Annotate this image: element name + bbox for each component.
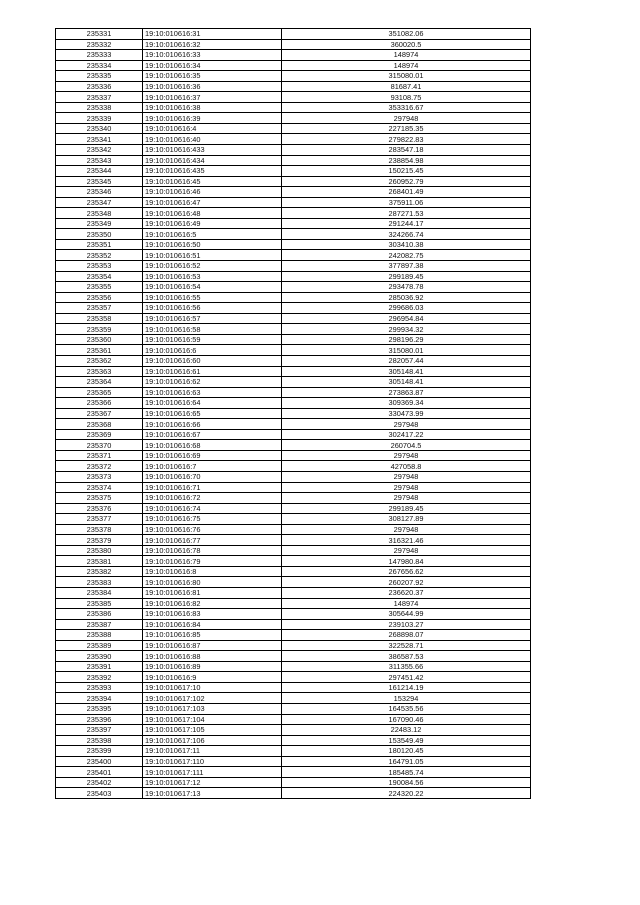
value-cell: 224320.22 [282, 788, 531, 799]
row-id-cell: 235401 [56, 767, 143, 778]
table-row [56, 493, 531, 504]
value-cell: 273863.87 [282, 387, 531, 398]
cadastral-number-cell: 19:10:010616:50 [143, 239, 282, 250]
cadastral-number-cell: 19:10:010616:88 [143, 651, 282, 662]
row-id-cell: 235399 [56, 746, 143, 757]
row-id-cell: 235360 [56, 334, 143, 345]
value-cell: 164791.05 [282, 756, 531, 767]
table-row [56, 482, 531, 493]
row-id-cell: 235398 [56, 735, 143, 746]
table-row [56, 282, 531, 293]
cadastral-number-cell: 19:10:010616:72 [143, 493, 282, 504]
cadastral-number-cell: 19:10:010616:7 [143, 461, 282, 472]
value-cell: 297948 [282, 450, 531, 461]
cadastral-number-cell: 19:10:010616:8 [143, 566, 282, 577]
cadastral-number-cell: 19:10:010616:5 [143, 229, 282, 240]
row-id-cell: 235400 [56, 756, 143, 767]
value-cell: 167090.46 [282, 714, 531, 725]
row-id-cell: 235341 [56, 134, 143, 145]
table-row [56, 429, 531, 440]
cadastral-number-cell: 19:10:010616:74 [143, 503, 282, 514]
cadastral-number-cell: 19:10:010616:6 [143, 345, 282, 356]
cadastral-number-cell: 19:10:010616:45 [143, 176, 282, 187]
cadastral-number-cell: 19:10:010616:89 [143, 661, 282, 672]
table-row [56, 102, 531, 113]
cadastral-number-cell: 19:10:010616:64 [143, 398, 282, 409]
table-row [56, 514, 531, 525]
row-id-cell: 235337 [56, 92, 143, 103]
cadastral-number-cell: 19:10:010617:11 [143, 746, 282, 757]
cadastral-number-cell: 19:10:010616:53 [143, 271, 282, 282]
value-cell: 93108.75 [282, 92, 531, 103]
table-row [56, 725, 531, 736]
row-id-cell: 235331 [56, 29, 143, 40]
table-row [56, 166, 531, 177]
table-row [56, 324, 531, 335]
table-row [56, 661, 531, 672]
table-row [56, 134, 531, 145]
table-row [56, 271, 531, 282]
value-cell: 297948 [282, 419, 531, 430]
row-id-cell: 235344 [56, 166, 143, 177]
row-id-cell: 235381 [56, 556, 143, 567]
table-row [56, 746, 531, 757]
value-cell: 315080.01 [282, 71, 531, 82]
value-cell: 315080.01 [282, 345, 531, 356]
value-cell: 351082.06 [282, 29, 531, 40]
cadastral-number-cell: 19:10:010617:13 [143, 788, 282, 799]
row-id-cell: 235348 [56, 208, 143, 219]
table-row [56, 123, 531, 134]
cadastral-number-cell: 19:10:010616:52 [143, 261, 282, 272]
value-cell: 282057.44 [282, 355, 531, 366]
value-cell: 297948 [282, 545, 531, 556]
row-id-cell: 235353 [56, 261, 143, 272]
value-cell: 148974 [282, 60, 531, 71]
row-id-cell: 235343 [56, 155, 143, 166]
row-id-cell: 235386 [56, 609, 143, 620]
row-id-cell: 235387 [56, 619, 143, 630]
cadastral-number-cell: 19:10:010616:56 [143, 303, 282, 314]
table-row [56, 461, 531, 472]
value-cell: 153294 [282, 693, 531, 704]
value-cell: 161214.19 [282, 682, 531, 693]
table-row [56, 345, 531, 356]
value-cell: 260952.79 [282, 176, 531, 187]
row-id-cell: 235377 [56, 514, 143, 525]
cadastral-number-cell: 19:10:010617:103 [143, 704, 282, 715]
value-cell: 293478.78 [282, 282, 531, 293]
table-row [56, 777, 531, 788]
cadastral-number-cell: 19:10:010616:9 [143, 672, 282, 683]
table-row [56, 609, 531, 620]
table-row [56, 640, 531, 651]
row-id-cell: 235365 [56, 387, 143, 398]
cadastral-number-cell: 19:10:010617:12 [143, 777, 282, 788]
cadastral-number-cell: 19:10:010616:435 [143, 166, 282, 177]
table-row [56, 577, 531, 588]
value-cell: 303410.38 [282, 239, 531, 250]
cadastral-number-cell: 19:10:010617:102 [143, 693, 282, 704]
value-cell: 81687.41 [282, 81, 531, 92]
value-cell: 297948 [282, 493, 531, 504]
value-cell: 283547.18 [282, 145, 531, 156]
table-row [56, 29, 531, 40]
value-cell: 267656.62 [282, 566, 531, 577]
value-cell: 299189.45 [282, 503, 531, 514]
cadastral-number-cell: 19:10:010617:111 [143, 767, 282, 778]
cadastral-number-cell: 19:10:010616:61 [143, 366, 282, 377]
cadastral-number-cell: 19:10:010616:34 [143, 60, 282, 71]
table-row [56, 218, 531, 229]
row-id-cell: 235356 [56, 292, 143, 303]
row-id-cell: 235392 [56, 672, 143, 683]
row-id-cell: 235355 [56, 282, 143, 293]
value-cell: 291244.17 [282, 218, 531, 229]
row-id-cell: 235349 [56, 218, 143, 229]
row-id-cell: 235402 [56, 777, 143, 788]
cadastral-number-cell: 19:10:010616:35 [143, 71, 282, 82]
table-row [56, 693, 531, 704]
cadastral-number-cell: 19:10:010616:62 [143, 377, 282, 388]
table-row [56, 39, 531, 50]
table-row [56, 92, 531, 103]
row-id-cell: 235363 [56, 366, 143, 377]
row-id-cell: 235342 [56, 145, 143, 156]
cadastral-number-cell: 19:10:010616:47 [143, 197, 282, 208]
table-row [56, 71, 531, 82]
value-cell: 377897.38 [282, 261, 531, 272]
table-row [56, 471, 531, 482]
value-cell: 190084.56 [282, 777, 531, 788]
cadastral-number-cell: 19:10:010616:46 [143, 187, 282, 198]
cadastral-number-cell: 19:10:010616:58 [143, 324, 282, 335]
table-row [56, 408, 531, 419]
table-row [56, 767, 531, 778]
value-cell: 268898.07 [282, 630, 531, 641]
row-id-cell: 235345 [56, 176, 143, 187]
value-cell: 302417.22 [282, 429, 531, 440]
cadastral-number-cell: 19:10:010616:39 [143, 113, 282, 124]
value-cell: 308127.89 [282, 514, 531, 525]
value-cell: 260207.92 [282, 577, 531, 588]
value-cell: 330473.99 [282, 408, 531, 419]
row-id-cell: 235375 [56, 493, 143, 504]
value-cell: 147980.84 [282, 556, 531, 567]
row-id-cell: 235394 [56, 693, 143, 704]
cadastral-number-cell: 19:10:010616:66 [143, 419, 282, 430]
cadastral-number-cell: 19:10:010616:81 [143, 587, 282, 598]
cadastral-number-cell: 19:10:010616:49 [143, 218, 282, 229]
row-id-cell: 235333 [56, 50, 143, 61]
cadastral-number-cell: 19:10:010616:433 [143, 145, 282, 156]
row-id-cell: 235334 [56, 60, 143, 71]
table-row [56, 672, 531, 683]
row-id-cell: 235332 [56, 39, 143, 50]
value-cell: 375911.06 [282, 197, 531, 208]
table-row [56, 113, 531, 124]
table-row [56, 735, 531, 746]
cadastral-number-cell: 19:10:010616:85 [143, 630, 282, 641]
value-cell: 297948 [282, 482, 531, 493]
table-row [56, 556, 531, 567]
value-cell: 311355.66 [282, 661, 531, 672]
value-cell: 297948 [282, 471, 531, 482]
cadastral-number-cell: 19:10:010616:77 [143, 535, 282, 546]
cadastral-number-cell: 19:10:010616:70 [143, 471, 282, 482]
row-id-cell: 235359 [56, 324, 143, 335]
row-id-cell: 235383 [56, 577, 143, 588]
row-id-cell: 235389 [56, 640, 143, 651]
value-cell: 322528.71 [282, 640, 531, 651]
value-cell: 287271.53 [282, 208, 531, 219]
table-row [56, 619, 531, 630]
cadastral-number-cell: 19:10:010616:59 [143, 334, 282, 345]
cadastral-number-cell: 19:10:010616:33 [143, 50, 282, 61]
value-cell: 150215.45 [282, 166, 531, 177]
table-row [56, 313, 531, 324]
table-row [56, 598, 531, 609]
value-cell: 153549.49 [282, 735, 531, 746]
row-id-cell: 235380 [56, 545, 143, 556]
cadastral-number-cell: 19:10:010616:40 [143, 134, 282, 145]
row-id-cell: 235397 [56, 725, 143, 736]
value-cell: 236620.37 [282, 587, 531, 598]
value-cell: 180120.45 [282, 746, 531, 757]
row-id-cell: 235393 [56, 682, 143, 693]
table-row [56, 303, 531, 314]
row-id-cell: 235395 [56, 704, 143, 715]
row-id-cell: 235347 [56, 197, 143, 208]
value-cell: 427058.8 [282, 461, 531, 472]
row-id-cell: 235366 [56, 398, 143, 409]
value-cell: 360020.5 [282, 39, 531, 50]
cadastral-number-cell: 19:10:010616:36 [143, 81, 282, 92]
value-cell: 305644.99 [282, 609, 531, 620]
table-row [56, 60, 531, 71]
cadastral-number-cell: 19:10:010616:68 [143, 440, 282, 451]
table-row [56, 355, 531, 366]
value-cell: 285036.92 [282, 292, 531, 303]
value-cell: 296954.84 [282, 313, 531, 324]
table-row [56, 239, 531, 250]
row-id-cell: 235371 [56, 450, 143, 461]
cadastral-number-cell: 19:10:010616:67 [143, 429, 282, 440]
table-row [56, 197, 531, 208]
cadastral-number-cell: 19:10:010616:80 [143, 577, 282, 588]
table-row [56, 756, 531, 767]
value-cell: 238854.98 [282, 155, 531, 166]
table-row [56, 419, 531, 430]
row-id-cell: 235390 [56, 651, 143, 662]
row-id-cell: 235373 [56, 471, 143, 482]
table-row [56, 50, 531, 61]
table-row [56, 155, 531, 166]
data-table [55, 28, 531, 799]
value-cell: 242082.75 [282, 250, 531, 261]
table-row [56, 187, 531, 198]
table-body [56, 29, 531, 799]
cadastral-number-cell: 19:10:010616:32 [143, 39, 282, 50]
table-row [56, 545, 531, 556]
row-id-cell: 235378 [56, 524, 143, 535]
value-cell: 316321.46 [282, 535, 531, 546]
cadastral-number-cell: 19:10:010616:434 [143, 155, 282, 166]
value-cell: 297948 [282, 524, 531, 535]
cadastral-number-cell: 19:10:010616:54 [143, 282, 282, 293]
table-row [56, 334, 531, 345]
row-id-cell: 235336 [56, 81, 143, 92]
table-row [56, 704, 531, 715]
table-row [56, 81, 531, 92]
table-row [56, 535, 531, 546]
cadastral-number-cell: 19:10:010616:79 [143, 556, 282, 567]
value-cell: 239103.27 [282, 619, 531, 630]
table-row [56, 208, 531, 219]
value-cell: 353316.67 [282, 102, 531, 113]
table-row [56, 176, 531, 187]
cadastral-number-cell: 19:10:010616:48 [143, 208, 282, 219]
row-id-cell: 235391 [56, 661, 143, 672]
value-cell: 324266.74 [282, 229, 531, 240]
row-id-cell: 235382 [56, 566, 143, 577]
table-row [56, 524, 531, 535]
row-id-cell: 235335 [56, 71, 143, 82]
table-row [56, 503, 531, 514]
cadastral-number-cell: 19:10:010616:76 [143, 524, 282, 535]
cadastral-number-cell: 19:10:010616:83 [143, 609, 282, 620]
value-cell: 309369.34 [282, 398, 531, 409]
table-row [56, 651, 531, 662]
row-id-cell: 235346 [56, 187, 143, 198]
row-id-cell: 235403 [56, 788, 143, 799]
row-id-cell: 235354 [56, 271, 143, 282]
cadastral-number-cell: 19:10:010617:104 [143, 714, 282, 725]
table-row [56, 450, 531, 461]
cadastral-number-cell: 19:10:010616:75 [143, 514, 282, 525]
value-cell: 297948 [282, 113, 531, 124]
cadastral-number-cell: 19:10:010616:87 [143, 640, 282, 651]
value-cell: 299686.03 [282, 303, 531, 314]
value-cell: 185485.74 [282, 767, 531, 778]
row-id-cell: 235352 [56, 250, 143, 261]
table-row [56, 788, 531, 799]
cadastral-number-cell: 19:10:010616:65 [143, 408, 282, 419]
row-id-cell: 235369 [56, 429, 143, 440]
row-id-cell: 235370 [56, 440, 143, 451]
value-cell: 299934.32 [282, 324, 531, 335]
row-id-cell: 235385 [56, 598, 143, 609]
cadastral-number-cell: 19:10:010616:31 [143, 29, 282, 40]
table-row [56, 714, 531, 725]
cadastral-number-cell: 19:10:010617:105 [143, 725, 282, 736]
table-row [56, 387, 531, 398]
row-id-cell: 235340 [56, 123, 143, 134]
row-id-cell: 235379 [56, 535, 143, 546]
value-cell: 305148.41 [282, 366, 531, 377]
row-id-cell: 235364 [56, 377, 143, 388]
table-row [56, 682, 531, 693]
row-id-cell: 235374 [56, 482, 143, 493]
cadastral-number-cell: 19:10:010616:69 [143, 450, 282, 461]
row-id-cell: 235339 [56, 113, 143, 124]
value-cell: 268401.49 [282, 187, 531, 198]
table-row [56, 261, 531, 272]
value-cell: 260704.5 [282, 440, 531, 451]
cadastral-number-cell: 19:10:010616:71 [143, 482, 282, 493]
row-id-cell: 235367 [56, 408, 143, 419]
cadastral-number-cell: 19:10:010616:84 [143, 619, 282, 630]
table-row [56, 398, 531, 409]
table-row [56, 566, 531, 577]
table-row [56, 292, 531, 303]
row-id-cell: 235376 [56, 503, 143, 514]
row-id-cell: 235358 [56, 313, 143, 324]
table-row [56, 250, 531, 261]
table-row [56, 377, 531, 388]
table-row [56, 630, 531, 641]
table-row [56, 440, 531, 451]
table-row [56, 366, 531, 377]
row-id-cell: 235384 [56, 587, 143, 598]
row-id-cell: 235362 [56, 355, 143, 366]
row-id-cell: 235357 [56, 303, 143, 314]
table-row [56, 587, 531, 598]
value-cell: 279822.83 [282, 134, 531, 145]
row-id-cell: 235372 [56, 461, 143, 472]
table-row [56, 229, 531, 240]
value-cell: 299189.45 [282, 271, 531, 282]
row-id-cell: 235338 [56, 102, 143, 113]
row-id-cell: 235350 [56, 229, 143, 240]
value-cell: 227185.35 [282, 123, 531, 134]
value-cell: 305148.41 [282, 377, 531, 388]
value-cell: 297451.42 [282, 672, 531, 683]
cadastral-number-cell: 19:10:010616:51 [143, 250, 282, 261]
row-id-cell: 235388 [56, 630, 143, 641]
value-cell: 298196.29 [282, 334, 531, 345]
cadastral-number-cell: 19:10:010616:78 [143, 545, 282, 556]
value-cell: 22483.12 [282, 725, 531, 736]
row-id-cell: 235351 [56, 239, 143, 250]
cadastral-number-cell: 19:10:010616:38 [143, 102, 282, 113]
cadastral-number-cell: 19:10:010617:10 [143, 682, 282, 693]
cadastral-number-cell: 19:10:010616:4 [143, 123, 282, 134]
value-cell: 164535.56 [282, 704, 531, 715]
cadastral-number-cell: 19:10:010616:63 [143, 387, 282, 398]
table-row [56, 145, 531, 156]
row-id-cell: 235368 [56, 419, 143, 430]
cadastral-number-cell: 19:10:010617:106 [143, 735, 282, 746]
cadastral-number-cell: 19:10:010616:57 [143, 313, 282, 324]
cadastral-number-cell: 19:10:010616:55 [143, 292, 282, 303]
row-id-cell: 235361 [56, 345, 143, 356]
value-cell: 386587.53 [282, 651, 531, 662]
row-id-cell: 235396 [56, 714, 143, 725]
cadastral-number-cell: 19:10:010617:110 [143, 756, 282, 767]
cadastral-number-cell: 19:10:010616:60 [143, 355, 282, 366]
cadastral-number-cell: 19:10:010616:37 [143, 92, 282, 103]
cadastral-number-cell: 19:10:010616:82 [143, 598, 282, 609]
value-cell: 148974 [282, 598, 531, 609]
value-cell: 148974 [282, 50, 531, 61]
